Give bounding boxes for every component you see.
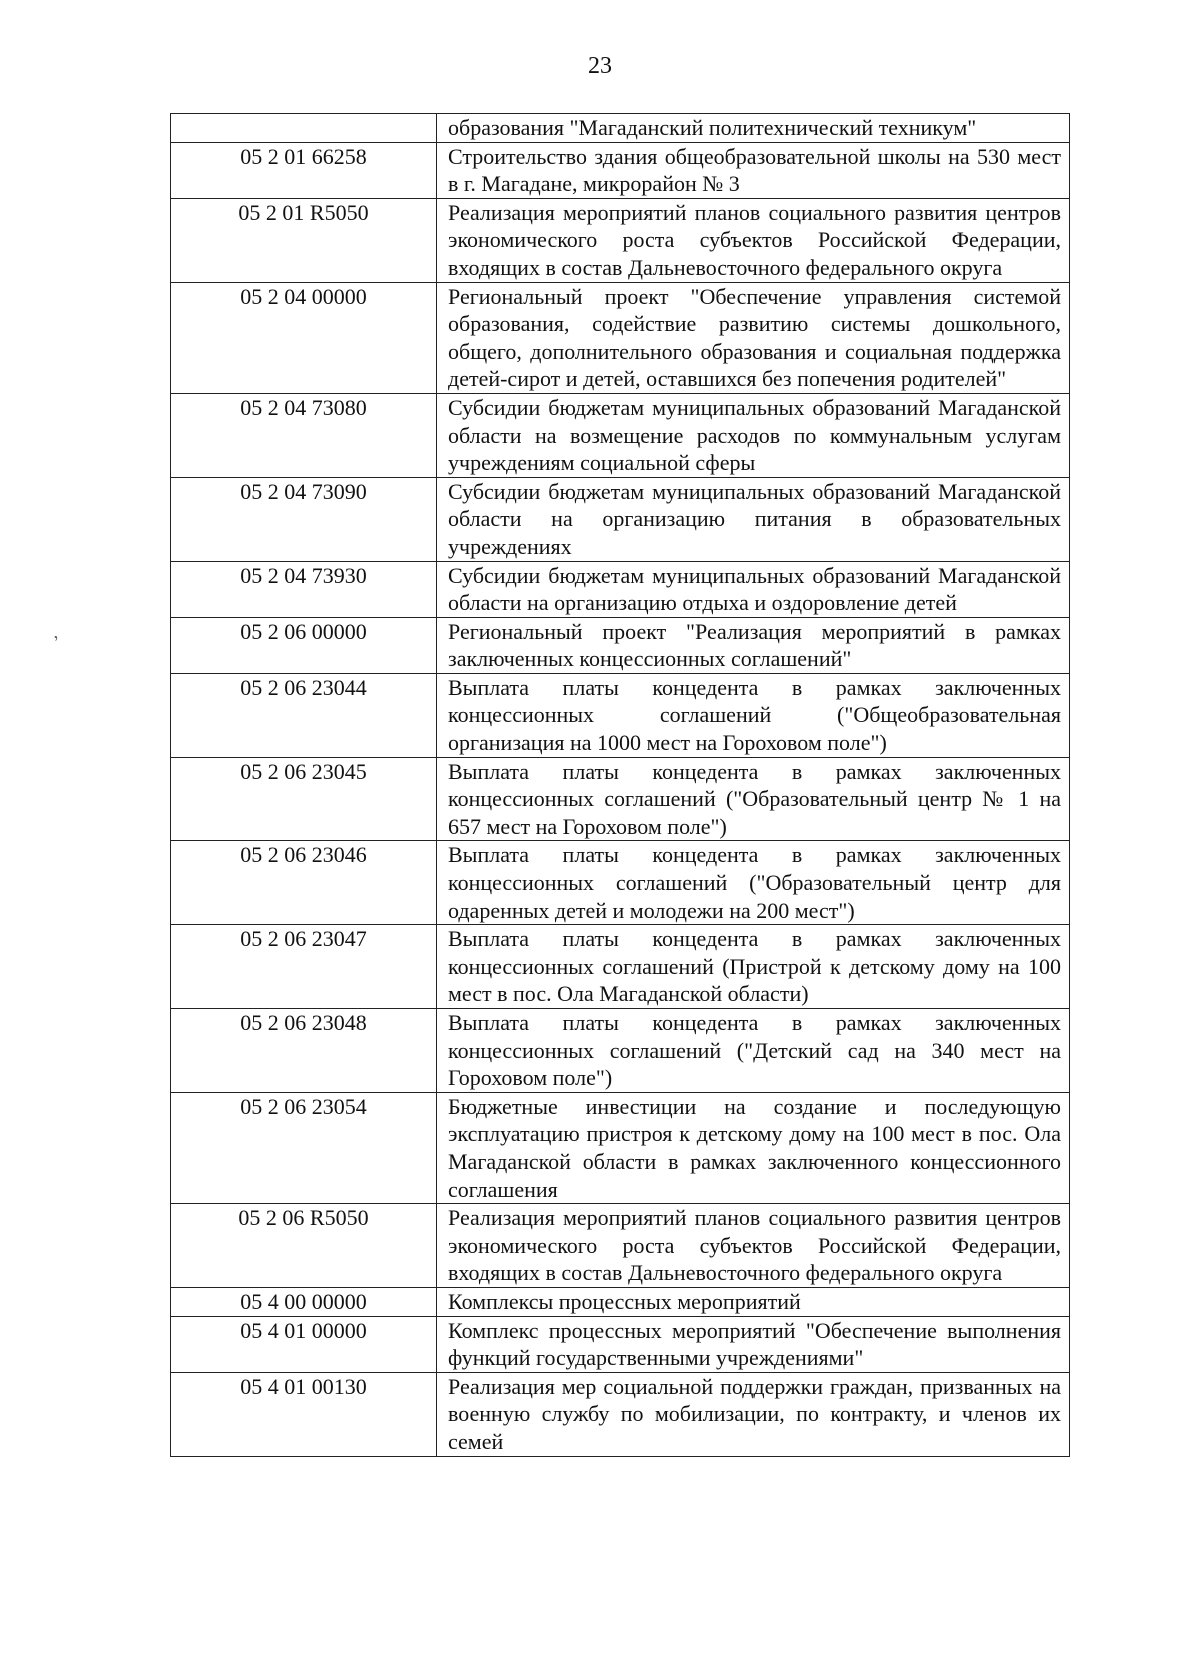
target-article-name: Субсидии бюджетам муниципальных образований Магаданской области на организацию питания в образовательных учреждениях [437, 477, 1070, 561]
table-row [171, 142, 1070, 198]
target-article-name: Строительство здания общеобразовательной школы на 530 мест в г. Магадане, микрорайон № 3 [437, 142, 1070, 198]
target-article-code: 05 4 01 00000 [171, 1316, 437, 1372]
table-row [171, 617, 1070, 673]
target-article-name: Комплекс процессных мероприятий "Обеспечение выполнения функций государственными учреждениями" [437, 1316, 1070, 1372]
target-article-name: Реализация мероприятий планов социального развития центров экономического роста субъектов Российской Федерации, входящих в состав Дальневосточного федерального округа [437, 1204, 1070, 1288]
target-article-name: Субсидии бюджетам муниципальных образований Магаданской области на возмещение расходов по коммунальным услугам учреждениям социальной сферы [437, 393, 1070, 477]
target-article-code: 05 4 01 00130 [171, 1372, 437, 1456]
target-article-name: Бюджетные инвестиции на создание и последующую эксплуатацию пристроя к детскому дому на 100 мест в пос. Ола Магаданской области в рамках заключенного концессионного соглашения [437, 1092, 1070, 1203]
target-article-code: 05 2 06 23048 [171, 1009, 437, 1093]
table-row [171, 841, 1070, 925]
target-article-code: 05 2 06 23054 [171, 1092, 437, 1203]
target-article-code: 05 2 04 73090 [171, 477, 437, 561]
table-row [171, 1287, 1070, 1316]
target-article-code: 05 2 04 00000 [171, 282, 437, 393]
table-row [171, 561, 1070, 617]
table-row [171, 673, 1070, 757]
table-row [171, 757, 1070, 841]
target-article-name: Выплата платы концедента в рамках заключенных концессионных соглашений ("Образовательный центр № 1 на 657 мест на Гороховом поле") [437, 757, 1070, 841]
target-article-name: Выплата платы концедента в рамках заключенных концессионных соглашений (Пристрой к детскому дому на 100 мест в пос. Ола Магаданской области) [437, 925, 1070, 1009]
table-row [171, 925, 1070, 1009]
budget-classification-table [170, 113, 1070, 1457]
table-row [171, 1372, 1070, 1456]
page-number: 23 [588, 53, 612, 79]
table-row [171, 1204, 1070, 1288]
table-row [171, 1092, 1070, 1203]
target-article-name: Выплата платы концедента в рамках заключенных концессионных соглашений ("Общеобразовательная организация на 1000 мест на Гороховом поле") [437, 673, 1070, 757]
target-article-code: 05 2 06 23046 [171, 841, 437, 925]
target-article-code: 05 4 00 00000 [171, 1287, 437, 1316]
target-article-code: 05 2 01 R5050 [171, 198, 437, 282]
scan-artifact-mark: , [48, 621, 60, 643]
target-article-code: 05 2 06 00000 [171, 617, 437, 673]
target-article-code: 05 2 06 23047 [171, 925, 437, 1009]
table-row [171, 198, 1070, 282]
target-article-name: Выплата платы концедента в рамках заключенных концессионных соглашений ("Образовательный центр для одаренных детей и молодежи на 200 мест") [437, 841, 1070, 925]
target-article-code: 05 2 06 23045 [171, 757, 437, 841]
target-article-name: образования "Магаданский политехнический техникум" [437, 114, 1070, 143]
target-article-name: Реализация мер социальной поддержки граждан, призванных на военную службу по мобилизации, по контракту, и членов их семей [437, 1372, 1070, 1456]
target-article-name: Комплексы процессных мероприятий [437, 1287, 1070, 1316]
target-article-code: 05 2 01 66258 [171, 142, 437, 198]
target-article-code: 05 2 04 73930 [171, 561, 437, 617]
target-article-code: 05 2 04 73080 [171, 393, 437, 477]
target-article-name: Региональный проект "Обеспечение управления системой образования, содействие развитию системы дошкольного, общего, дополнительного образования и социальная поддержка детей-сирот и детей, оставшихся без попечения родителей" [437, 282, 1070, 393]
target-article-name: Субсидии бюджетам муниципальных образований Магаданской области на организацию отдыха и оздоровление детей [437, 561, 1070, 617]
table-row [171, 114, 1070, 143]
table-row [171, 1009, 1070, 1093]
target-article-code: 05 2 06 R5050 [171, 1204, 437, 1288]
table-row [171, 477, 1070, 561]
target-article-name: Реализация мероприятий планов социального развития центров экономического роста субъектов Российской Федерации, входящих в состав Дальневосточного федерального округа [437, 198, 1070, 282]
target-article-code [171, 114, 437, 143]
table-body [171, 114, 1070, 1457]
table-row [171, 282, 1070, 393]
table-row [171, 1316, 1070, 1372]
target-article-code: 05 2 06 23044 [171, 673, 437, 757]
target-article-name: Региональный проект "Реализация мероприятий в рамках заключенных концессионных соглашений" [437, 617, 1070, 673]
target-article-name: Выплата платы концедента в рамках заключенных концессионных соглашений ("Детский сад на 340 мест на Гороховом поле") [437, 1009, 1070, 1093]
table-row [171, 393, 1070, 477]
